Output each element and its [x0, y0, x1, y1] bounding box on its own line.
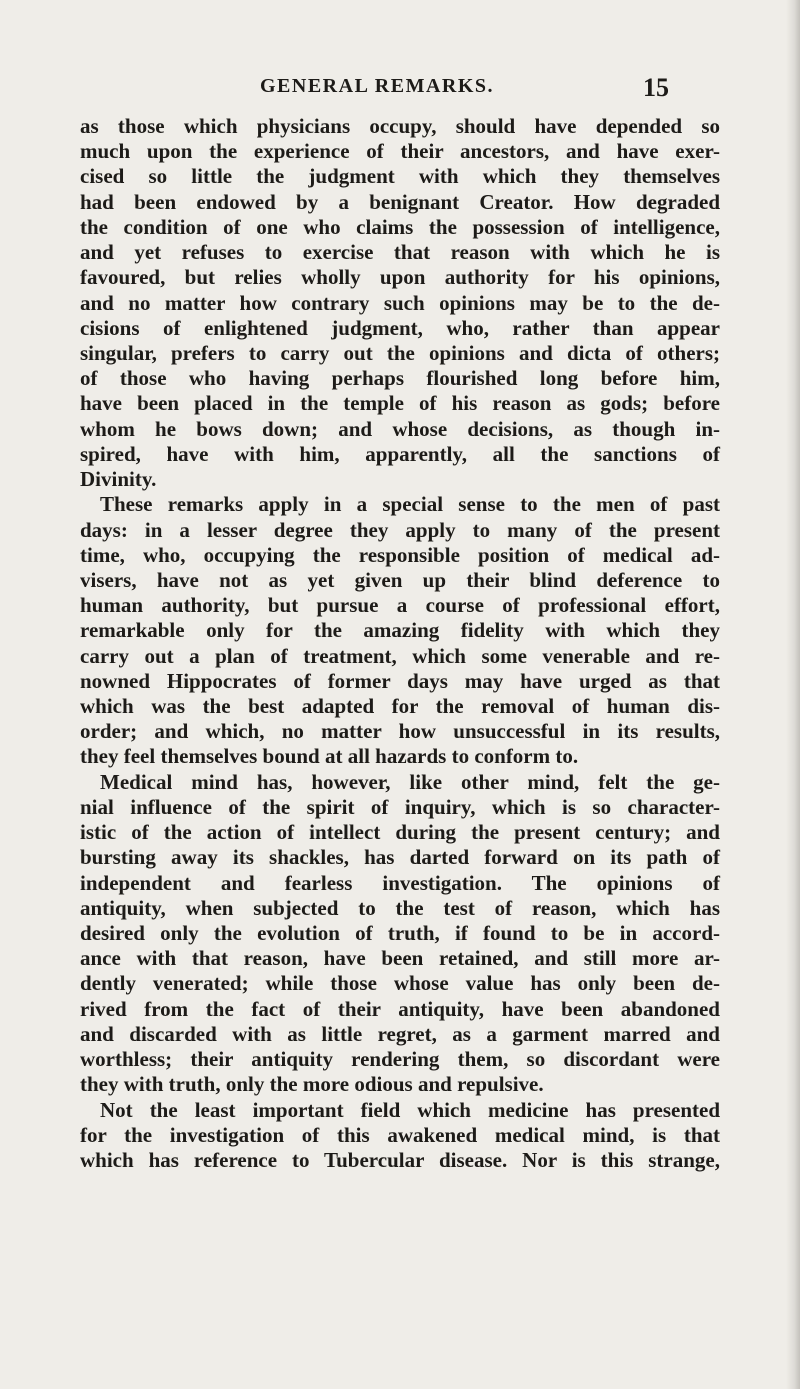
- paragraph-start-line: Not the least important field which medicine has presented: [100, 1097, 720, 1122]
- paragraph-start-line: Medical mind has, however, like other mind, felt the ge-: [100, 769, 720, 794]
- text-line: have been placed in the temple of his reason as gods; before: [80, 391, 720, 416]
- text-line: independent and fearless investigation. The opinions of: [80, 870, 720, 895]
- text-line: as those which physicians occupy, should have depended so: [80, 114, 720, 138]
- text-line: and discarded with as little regret, as a garment marred and: [80, 1021, 720, 1046]
- text-line: cisions of enlightened judgment, who, rather than appear: [80, 315, 720, 340]
- text-line: spired, have with him, apparently, all the sanctions of: [80, 441, 720, 466]
- text-line: bursting away its shackles, has darted forward on its path of: [80, 845, 720, 870]
- text-line: dently venerated; while those whose value has only been de-: [80, 971, 720, 996]
- text-line: visers, have not as yet given up their blind deference to: [80, 567, 720, 592]
- text-line: antiquity, when subjected to the test of reason, which has: [80, 895, 720, 920]
- text-line: and yet refuses to exercise that reason with which he is: [80, 240, 720, 265]
- text-line: istic of the action of intellect during the present century; and: [80, 820, 720, 845]
- text-line: time, who, occupying the responsible position of medical ad-: [80, 542, 720, 567]
- text-line: Divinity.: [80, 467, 157, 492]
- text-line: order; and which, no matter how unsuccessful in its results,: [80, 719, 720, 744]
- text-line: they with truth, only the more odious and repulsive.: [80, 1072, 544, 1097]
- page-number: 15: [643, 73, 669, 102]
- text-line: had been endowed by a benignant Creator. How degraded: [80, 189, 720, 214]
- text-line: singular, prefers to carry out the opinions and dicta of others;: [80, 340, 720, 365]
- text-line: whom he bows down; and whose decisions, as though in-: [80, 416, 720, 441]
- text-line: of those who having perhaps flourished long before him,: [80, 366, 720, 391]
- text-line: worthless; their antiquity rendering them, so discordant were: [80, 1047, 720, 1072]
- page-header: [0, 73, 800, 107]
- text-line: carry out a plan of treatment, which some venerable and re-: [80, 643, 720, 668]
- text-line: which was the best adapted for the removal of human dis-: [80, 694, 720, 719]
- text-line: and no matter how contrary such opinions may be to the de-: [80, 290, 720, 315]
- text-line: ance with that reason, have been retained, and still more ar-: [80, 946, 720, 971]
- body-text: [80, 114, 720, 1173]
- paragraph-start-line: These remarks apply in a special sense to the men of past: [100, 492, 720, 517]
- text-line: for the investigation of this awakened medical mind, is that: [80, 1122, 720, 1147]
- text-line: much upon the experience of their ancestors, and have exer-: [80, 139, 720, 164]
- running-head: GENERAL REMARKS.: [260, 75, 495, 97]
- text-line: the condition of one who claims the possession of intelligence,: [80, 214, 720, 239]
- text-line: cised so little the judgment with which they themselves: [80, 164, 720, 189]
- text-line: which has reference to Tubercular disease. Nor is this strange,: [80, 1147, 720, 1172]
- text-line: they feel themselves bound at all hazards to conform to.: [80, 744, 579, 769]
- text-line: days: in a lesser degree they apply to many of the present: [80, 517, 720, 542]
- text-line: favoured, but relies wholly upon authority for his opinions,: [80, 265, 720, 290]
- text-line: nowned Hippocrates of former days may have urged as that: [80, 668, 720, 693]
- text-line: remarkable only for the amazing fidelity with which they: [80, 618, 720, 643]
- page-edge-shadow: [786, 0, 800, 1389]
- text-line: nial influence of the spirit of inquiry, which is so character-: [80, 794, 720, 819]
- text-line: rived from the fact of their antiquity, have been abandoned: [80, 996, 720, 1021]
- text-line: desired only the evolution of truth, if found to be in accord-: [80, 921, 720, 945]
- text-line: human authority, but pursue a course of professional effort,: [80, 593, 720, 618]
